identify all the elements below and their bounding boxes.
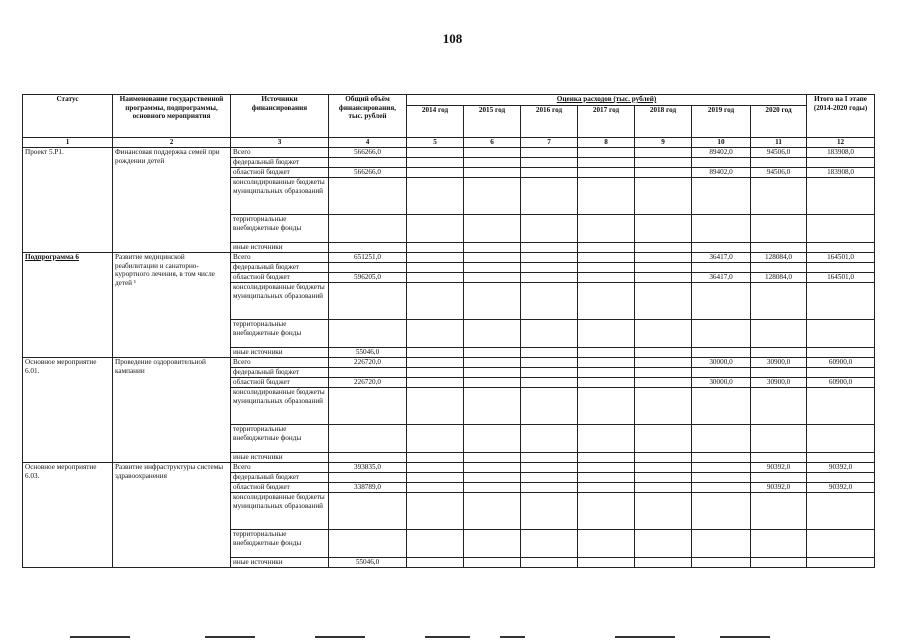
year-2014-cell bbox=[407, 463, 464, 473]
column-number: 5 bbox=[407, 138, 464, 148]
source-cell: федеральный бюджет bbox=[231, 263, 329, 273]
year-2020-cell bbox=[751, 493, 807, 530]
year-2016-cell bbox=[521, 368, 578, 378]
total-volume-cell bbox=[329, 493, 407, 530]
year-2020-cell bbox=[751, 473, 807, 483]
total-volume-cell: 55046,0 bbox=[329, 558, 407, 568]
table-row bbox=[23, 253, 875, 263]
year-2018-cell bbox=[635, 425, 692, 453]
source-cell: консолидированные бюджеты муниципальных образований bbox=[231, 388, 329, 425]
year-2019-cell bbox=[692, 453, 751, 463]
total-volume-cell bbox=[329, 453, 407, 463]
year-2017-cell bbox=[578, 493, 635, 530]
year-2020-cell bbox=[751, 425, 807, 453]
year-2020-cell: 30900,0 bbox=[751, 358, 807, 368]
year-2019-cell: 89402,0 bbox=[692, 168, 751, 178]
year-2020-cell bbox=[751, 530, 807, 558]
year-2016-cell bbox=[521, 483, 578, 493]
year-2018-cell bbox=[635, 388, 692, 425]
stage-total-cell bbox=[807, 473, 875, 483]
year-2016-cell bbox=[521, 388, 578, 425]
year-2017-cell bbox=[578, 348, 635, 358]
stage-total-cell bbox=[807, 178, 875, 215]
header-year: 2020 год bbox=[751, 106, 807, 138]
source-cell: Всего bbox=[231, 148, 329, 158]
year-2014-cell bbox=[407, 320, 464, 348]
year-2016-cell bbox=[521, 178, 578, 215]
stage-total-cell: 90392,0 bbox=[807, 463, 875, 473]
program-name-cell: Развитие инфраструктуры системы здравоохранения bbox=[113, 463, 231, 568]
year-2020-cell bbox=[751, 558, 807, 568]
total-volume-cell bbox=[329, 425, 407, 453]
stage-total-cell bbox=[807, 215, 875, 243]
year-2016-cell bbox=[521, 463, 578, 473]
stage-total-cell: 164501,0 bbox=[807, 253, 875, 263]
year-2020-cell bbox=[751, 243, 807, 253]
year-2017-cell bbox=[578, 388, 635, 425]
year-2017-cell bbox=[578, 148, 635, 158]
year-2019-cell bbox=[692, 348, 751, 358]
column-number: 12 bbox=[807, 138, 875, 148]
year-2019-cell bbox=[692, 158, 751, 168]
year-2019-cell bbox=[692, 178, 751, 215]
year-2014-cell bbox=[407, 348, 464, 358]
year-2020-cell bbox=[751, 348, 807, 358]
year-2015-cell bbox=[464, 378, 521, 388]
year-2014-cell bbox=[407, 368, 464, 378]
source-cell: федеральный бюджет bbox=[231, 368, 329, 378]
bottom-rule bbox=[315, 636, 365, 638]
year-2015-cell bbox=[464, 558, 521, 568]
bottom-rule bbox=[205, 636, 255, 638]
table-row bbox=[23, 463, 875, 473]
year-2014-cell bbox=[407, 215, 464, 243]
total-volume-cell: 55046,0 bbox=[329, 348, 407, 358]
year-2015-cell bbox=[464, 253, 521, 263]
total-volume-cell bbox=[329, 473, 407, 483]
year-2019-cell bbox=[692, 425, 751, 453]
year-2018-cell bbox=[635, 558, 692, 568]
year-2016-cell bbox=[521, 358, 578, 368]
source-cell: Всего bbox=[231, 463, 329, 473]
total-volume-cell bbox=[329, 368, 407, 378]
year-2014-cell bbox=[407, 168, 464, 178]
status-cell: Основное мероприятие 6.01. bbox=[23, 358, 113, 463]
year-2015-cell bbox=[464, 358, 521, 368]
stage-total-cell bbox=[807, 558, 875, 568]
year-2014-cell bbox=[407, 358, 464, 368]
header-name: Наименование государственной программы, подпрограммы, основного мероприятия bbox=[113, 95, 231, 138]
year-2016-cell bbox=[521, 148, 578, 158]
bottom-rule bbox=[615, 636, 675, 638]
column-number: 2 bbox=[113, 138, 231, 148]
year-2016-cell bbox=[521, 273, 578, 283]
year-2020-cell bbox=[751, 178, 807, 215]
year-2020-cell: 90392,0 bbox=[751, 463, 807, 473]
year-2020-cell: 94506,0 bbox=[751, 168, 807, 178]
year-2014-cell bbox=[407, 493, 464, 530]
year-2015-cell bbox=[464, 483, 521, 493]
year-2017-cell bbox=[578, 358, 635, 368]
year-2017-cell bbox=[578, 483, 635, 493]
year-2018-cell bbox=[635, 530, 692, 558]
header-sources: Источники финансирования bbox=[231, 95, 329, 138]
year-2014-cell bbox=[407, 158, 464, 168]
year-2019-cell bbox=[692, 320, 751, 348]
year-2014-cell bbox=[407, 453, 464, 463]
year-2019-cell bbox=[692, 473, 751, 483]
stage-total-cell bbox=[807, 158, 875, 168]
year-2019-cell bbox=[692, 263, 751, 273]
source-cell: иные источники bbox=[231, 453, 329, 463]
table-header bbox=[23, 95, 875, 148]
year-2020-cell bbox=[751, 388, 807, 425]
year-2014-cell bbox=[407, 388, 464, 425]
stage-total-cell: 60900,0 bbox=[807, 378, 875, 388]
table-row bbox=[23, 148, 875, 158]
total-volume-cell bbox=[329, 215, 407, 243]
year-2019-cell: 36417,0 bbox=[692, 253, 751, 263]
year-2017-cell bbox=[578, 215, 635, 243]
year-2019-cell bbox=[692, 483, 751, 493]
year-2018-cell bbox=[635, 348, 692, 358]
year-2015-cell bbox=[464, 473, 521, 483]
source-cell: иные источники bbox=[231, 348, 329, 358]
year-2014-cell bbox=[407, 253, 464, 263]
header-year: 2018 год bbox=[635, 106, 692, 138]
total-volume-cell: 651251,0 bbox=[329, 253, 407, 263]
year-2015-cell bbox=[464, 425, 521, 453]
header-year: 2015 год bbox=[464, 106, 521, 138]
year-2015-cell bbox=[464, 388, 521, 425]
year-2020-cell: 30900,0 bbox=[751, 378, 807, 388]
year-2017-cell bbox=[578, 243, 635, 253]
source-cell: иные источники bbox=[231, 558, 329, 568]
header-year: 2017 год bbox=[578, 106, 635, 138]
year-2016-cell bbox=[521, 253, 578, 263]
year-2019-cell bbox=[692, 463, 751, 473]
stage-total-cell bbox=[807, 493, 875, 530]
year-2020-cell bbox=[751, 320, 807, 348]
year-2018-cell bbox=[635, 215, 692, 243]
year-2017-cell bbox=[578, 558, 635, 568]
stage-total-cell: 183908,0 bbox=[807, 148, 875, 158]
stage-total-cell bbox=[807, 388, 875, 425]
header-total-stage: Итого на I этапе (2014-2020 годы) bbox=[807, 95, 875, 138]
year-2018-cell bbox=[635, 320, 692, 348]
year-2015-cell bbox=[464, 453, 521, 463]
year-2017-cell bbox=[578, 473, 635, 483]
year-2016-cell bbox=[521, 158, 578, 168]
source-cell: областной бюджет bbox=[231, 273, 329, 283]
stage-total-cell bbox=[807, 453, 875, 463]
bottom-rule bbox=[500, 636, 525, 638]
year-2015-cell bbox=[464, 243, 521, 253]
year-2014-cell bbox=[407, 243, 464, 253]
year-2019-cell bbox=[692, 215, 751, 243]
year-2017-cell bbox=[578, 263, 635, 273]
stage-total-cell bbox=[807, 530, 875, 558]
source-cell: иные источники bbox=[231, 243, 329, 253]
stage-total-cell bbox=[807, 263, 875, 273]
year-2017-cell bbox=[578, 158, 635, 168]
year-2018-cell bbox=[635, 168, 692, 178]
year-2017-cell bbox=[578, 453, 635, 463]
stage-total-cell bbox=[807, 368, 875, 378]
year-2014-cell bbox=[407, 530, 464, 558]
year-2018-cell bbox=[635, 453, 692, 463]
status-cell: Проект 5.Р1. bbox=[23, 148, 113, 253]
stage-total-cell bbox=[807, 425, 875, 453]
year-2019-cell: 30000,0 bbox=[692, 358, 751, 368]
header-year: 2014 год bbox=[407, 106, 464, 138]
total-volume-cell bbox=[329, 263, 407, 273]
year-2015-cell bbox=[464, 348, 521, 358]
column-number: 4 bbox=[329, 138, 407, 148]
year-2015-cell bbox=[464, 148, 521, 158]
year-2017-cell bbox=[578, 368, 635, 378]
status-cell: Подпрограмма 6 bbox=[23, 253, 113, 358]
year-2019-cell: 36417,0 bbox=[692, 273, 751, 283]
year-2020-cell bbox=[751, 215, 807, 243]
year-2016-cell bbox=[521, 558, 578, 568]
year-2014-cell bbox=[407, 273, 464, 283]
year-2014-cell bbox=[407, 473, 464, 483]
bottom-rule bbox=[70, 636, 130, 638]
year-2016-cell bbox=[521, 378, 578, 388]
year-2018-cell bbox=[635, 283, 692, 320]
year-2017-cell bbox=[578, 320, 635, 348]
year-2016-cell bbox=[521, 473, 578, 483]
column-number: 11 bbox=[751, 138, 807, 148]
year-2017-cell bbox=[578, 168, 635, 178]
total-volume-cell bbox=[329, 388, 407, 425]
year-2019-cell bbox=[692, 530, 751, 558]
program-name-cell: Развитие медицинской реабилитации и санаторно-курортного лечения, в том числе детей ¹ bbox=[113, 253, 231, 358]
year-2018-cell bbox=[635, 473, 692, 483]
year-2016-cell bbox=[521, 425, 578, 453]
column-number: 6 bbox=[464, 138, 521, 148]
year-2016-cell bbox=[521, 348, 578, 358]
source-cell: консолидированные бюджеты муниципальных образований bbox=[231, 493, 329, 530]
year-2015-cell bbox=[464, 263, 521, 273]
total-volume-cell bbox=[329, 243, 407, 253]
total-volume-cell bbox=[329, 530, 407, 558]
year-2015-cell bbox=[464, 215, 521, 243]
year-2018-cell bbox=[635, 358, 692, 368]
total-volume-cell: 226720,0 bbox=[329, 358, 407, 368]
header-year: 2019 год bbox=[692, 106, 751, 138]
source-cell: консолидированные бюджеты муниципальных образований bbox=[231, 283, 329, 320]
year-2016-cell bbox=[521, 243, 578, 253]
year-2014-cell bbox=[407, 558, 464, 568]
year-2016-cell bbox=[521, 453, 578, 463]
year-2017-cell bbox=[578, 530, 635, 558]
total-volume-cell: 226720,0 bbox=[329, 378, 407, 388]
stage-total-cell: 90392,0 bbox=[807, 483, 875, 493]
year-2019-cell bbox=[692, 388, 751, 425]
column-number: 10 bbox=[692, 138, 751, 148]
year-2018-cell bbox=[635, 378, 692, 388]
year-2018-cell bbox=[635, 243, 692, 253]
source-cell: территориальные внебюджетные фонды bbox=[231, 215, 329, 243]
source-cell: Всего bbox=[231, 358, 329, 368]
total-volume-cell: 596205,0 bbox=[329, 273, 407, 283]
stage-total-cell bbox=[807, 243, 875, 253]
table-row bbox=[23, 358, 875, 368]
year-2017-cell bbox=[578, 425, 635, 453]
year-2019-cell bbox=[692, 368, 751, 378]
bottom-rule bbox=[720, 636, 770, 638]
program-name-cell: Проведение оздоровительной кампании bbox=[113, 358, 231, 463]
year-2016-cell bbox=[521, 530, 578, 558]
year-2014-cell bbox=[407, 178, 464, 215]
total-volume-cell bbox=[329, 158, 407, 168]
year-2014-cell bbox=[407, 283, 464, 320]
source-cell: областной бюджет bbox=[231, 378, 329, 388]
source-cell: территориальные внебюджетные фонды bbox=[231, 320, 329, 348]
year-2020-cell: 128084,0 bbox=[751, 273, 807, 283]
stage-total-cell bbox=[807, 348, 875, 358]
year-2017-cell bbox=[578, 283, 635, 320]
total-volume-cell bbox=[329, 283, 407, 320]
year-2015-cell bbox=[464, 168, 521, 178]
year-2018-cell bbox=[635, 178, 692, 215]
year-2017-cell bbox=[578, 463, 635, 473]
year-2020-cell bbox=[751, 263, 807, 273]
year-2018-cell bbox=[635, 148, 692, 158]
year-2020-cell bbox=[751, 158, 807, 168]
stage-total-cell bbox=[807, 320, 875, 348]
year-2015-cell bbox=[464, 273, 521, 283]
year-2015-cell bbox=[464, 493, 521, 530]
year-2016-cell bbox=[521, 263, 578, 273]
year-2019-cell bbox=[692, 243, 751, 253]
source-cell: территориальные внебюджетные фонды bbox=[231, 425, 329, 453]
year-2020-cell bbox=[751, 283, 807, 320]
total-volume-cell: 566266,0 bbox=[329, 148, 407, 158]
header-year: 2016 год bbox=[521, 106, 578, 138]
total-volume-cell: 566266,0 bbox=[329, 168, 407, 178]
year-2017-cell bbox=[578, 253, 635, 263]
year-2019-cell bbox=[692, 558, 751, 568]
year-2017-cell bbox=[578, 273, 635, 283]
year-2020-cell bbox=[751, 453, 807, 463]
source-cell: областной бюджет bbox=[231, 168, 329, 178]
total-volume-cell bbox=[329, 320, 407, 348]
year-2015-cell bbox=[464, 178, 521, 215]
source-cell: территориальные внебюджетные фонды bbox=[231, 530, 329, 558]
year-2018-cell bbox=[635, 483, 692, 493]
status-cell: Основное мероприятие 6.03. bbox=[23, 463, 113, 568]
stage-total-cell: 60900,0 bbox=[807, 358, 875, 368]
year-2016-cell bbox=[521, 320, 578, 348]
column-number: 8 bbox=[578, 138, 635, 148]
stage-total-cell: 164501,0 bbox=[807, 273, 875, 283]
year-2018-cell bbox=[635, 368, 692, 378]
year-2019-cell bbox=[692, 283, 751, 320]
year-2017-cell bbox=[578, 378, 635, 388]
year-2016-cell bbox=[521, 215, 578, 243]
source-cell: консолидированные бюджеты муниципальных образований bbox=[231, 178, 329, 215]
year-2015-cell bbox=[464, 463, 521, 473]
source-cell: Всего bbox=[231, 253, 329, 263]
year-2016-cell bbox=[521, 283, 578, 320]
year-2016-cell bbox=[521, 493, 578, 530]
source-cell: областной бюджет bbox=[231, 483, 329, 493]
column-number: 1 bbox=[23, 138, 113, 148]
column-number: 7 bbox=[521, 138, 578, 148]
year-2019-cell bbox=[692, 493, 751, 530]
year-2019-cell: 89402,0 bbox=[692, 148, 751, 158]
year-2018-cell bbox=[635, 463, 692, 473]
source-cell: федеральный бюджет bbox=[231, 473, 329, 483]
year-2018-cell bbox=[635, 273, 692, 283]
source-cell: федеральный бюджет bbox=[231, 158, 329, 168]
year-2018-cell bbox=[635, 253, 692, 263]
total-volume-cell: 393835,0 bbox=[329, 463, 407, 473]
year-2016-cell bbox=[521, 168, 578, 178]
year-2020-cell: 90392,0 bbox=[751, 483, 807, 493]
year-2014-cell bbox=[407, 378, 464, 388]
total-volume-cell: 338789,0 bbox=[329, 483, 407, 493]
header-estimate: Оценка расходов (тыс. рублей) bbox=[407, 95, 807, 106]
bottom-rule bbox=[425, 636, 470, 638]
page-number: 108 bbox=[442, 31, 463, 46]
year-2018-cell bbox=[635, 158, 692, 168]
stage-total-cell bbox=[807, 283, 875, 320]
year-2015-cell bbox=[464, 320, 521, 348]
year-2015-cell bbox=[464, 158, 521, 168]
program-name-cell: Финансовая поддержка семей при рождении детей bbox=[113, 148, 231, 253]
year-2018-cell bbox=[635, 493, 692, 530]
year-2015-cell bbox=[464, 368, 521, 378]
column-number: 3 bbox=[231, 138, 329, 148]
year-2015-cell bbox=[464, 530, 521, 558]
header-status: Статус bbox=[23, 95, 113, 138]
budget-table bbox=[22, 94, 875, 568]
year-2020-cell bbox=[751, 368, 807, 378]
column-number: 9 bbox=[635, 138, 692, 148]
year-2019-cell: 30000,0 bbox=[692, 378, 751, 388]
year-2015-cell bbox=[464, 283, 521, 320]
year-2014-cell bbox=[407, 263, 464, 273]
header-total-volume: Общий объём финансирования, тыс. рублей bbox=[329, 95, 407, 138]
year-2014-cell bbox=[407, 148, 464, 158]
year-2014-cell bbox=[407, 425, 464, 453]
year-2018-cell bbox=[635, 263, 692, 273]
year-2020-cell: 94506,0 bbox=[751, 148, 807, 158]
table-body bbox=[23, 148, 875, 568]
total-volume-cell bbox=[329, 178, 407, 215]
year-2014-cell bbox=[407, 483, 464, 493]
stage-total-cell: 183908,0 bbox=[807, 168, 875, 178]
column-numbers-row bbox=[23, 138, 875, 148]
year-2017-cell bbox=[578, 178, 635, 215]
year-2020-cell: 128084,0 bbox=[751, 253, 807, 263]
